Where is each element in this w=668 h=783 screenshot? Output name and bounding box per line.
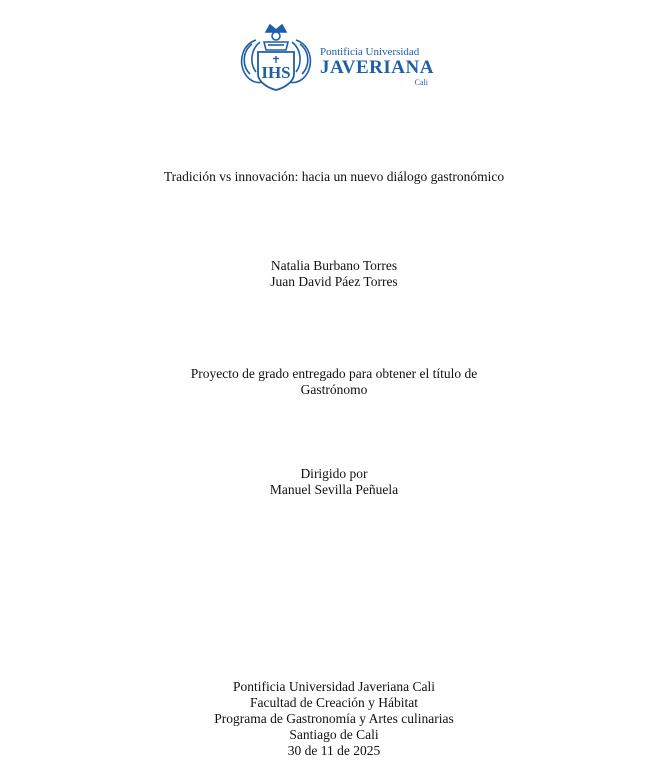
purpose-line: Gastrónomo	[300, 382, 368, 397]
purpose-statement	[0, 366, 668, 398]
program-name: Programa de Gastronomía y Artes culinarias	[214, 711, 454, 726]
logo-line-cali: Cali	[414, 78, 428, 87]
submission-date: 30 de 11 de 2025	[287, 743, 381, 758]
faculty-name: Facultad de Creación y Hábitat	[250, 695, 418, 710]
purpose-line: Proyecto de grado entregado para obtener el título de	[190, 366, 478, 381]
city-name: Santiago de Cali	[289, 727, 379, 742]
university-crest-icon	[236, 22, 316, 96]
director-label: Dirigido por	[300, 466, 368, 481]
institution-block	[0, 679, 668, 759]
director-name: Manuel Sevilla Peñuela	[269, 482, 399, 497]
university-name: Pontificia Universidad Javeriana Cali	[232, 679, 436, 694]
authors-block	[0, 258, 668, 290]
director-block	[0, 466, 668, 498]
author-name: Natalia Burbano Torres	[270, 258, 398, 273]
university-logo	[236, 22, 436, 96]
svg-text:IHS: IHS	[261, 63, 291, 82]
title-text: Tradición vs innovación: hacia un nuevo diálogo gastronómico	[163, 169, 505, 184]
university-logo-text	[320, 46, 434, 87]
logo-line-javeriana: JAVERIANA	[320, 57, 434, 78]
document-title	[0, 169, 668, 185]
logo-line-pontificia: Pontificia Universidad	[320, 46, 420, 58]
author-name: Juan David Páez Torres	[270, 274, 398, 289]
